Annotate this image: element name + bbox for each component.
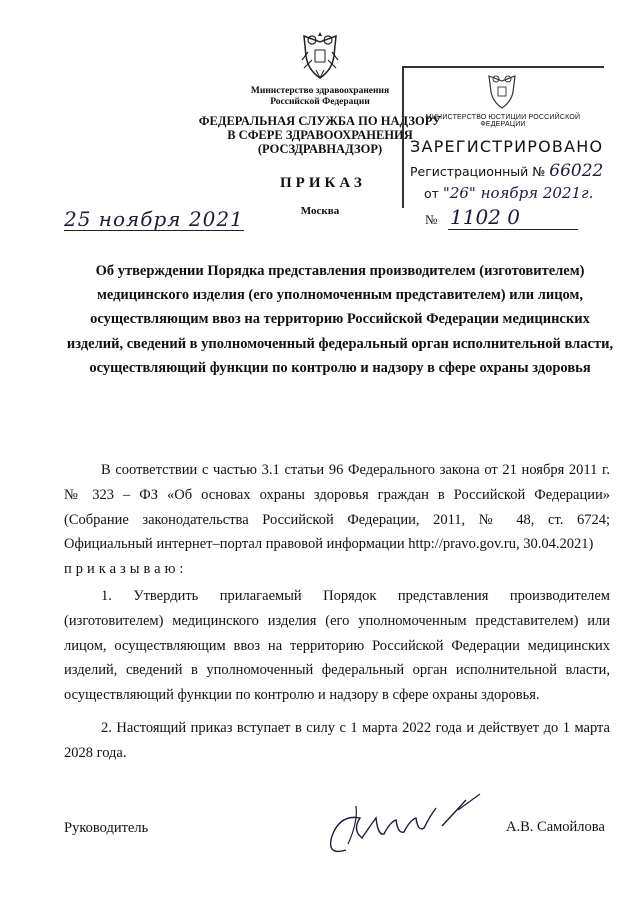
order-number-value: 1102 0 <box>450 205 520 229</box>
stamp-organization: МИНИСТЕРСТВО ЮСТИЦИИ РОССИЙСКОЙ ФЕДЕРАЦИИ <box>425 114 581 128</box>
handwritten-signature <box>318 778 488 868</box>
service-line-2: В СФЕРЕ ЗДРАВООХРАНЕНИЯ <box>227 128 413 142</box>
service-line-3: (РОСЗДРАВНАДЗОР) <box>257 142 383 156</box>
stamp-reg-label: Регистрационный № <box>410 164 546 179</box>
stamp-emblem-icon <box>485 72 519 110</box>
order-number-label: № <box>425 212 438 227</box>
city-label: Москва <box>300 205 340 217</box>
ministry-name <box>205 86 435 108</box>
preamble-text: В соответствии с частью 3.1 статьи 96 Федерального закона от 21 ноября 2011 г. № 323 – ФЗ «Об основах охраны здоровья граждан в Российской Федерации» (Собрание законодательства Российской Федерации, 2011, № 48, ст. 6724; Официальный интернет–портал правовой информации http://pravo.gov.ru, 30.04.2021) <box>64 462 610 553</box>
ministry-line-2: Российской Федерации <box>270 97 370 107</box>
clause-1-paragraph: 1. Утвердить прилагаемый Порядок представления производителем (изготовителем) медицинского изделия (его уполномоченным представителем) или лицом, осуществляющим ввоз на территорию Российской Федерации медицинских изделий, сведений в уполномоченный федеральный орган исполнительной власти, осуществляющий функции по контролю и надзору в сфере охраны здоровья. <box>64 588 610 704</box>
stamp-date-prefix: от <box>424 186 439 201</box>
clause-2-paragraph: 2. Настоящий приказ вступает в силу с 1 марта 2022 года и действует до 1 марта 2028 года. <box>64 720 610 761</box>
preamble-paragraph <box>64 458 610 582</box>
order-verb: приказываю: <box>64 561 188 578</box>
stamp-date <box>424 184 593 202</box>
stamp-reg-number: 66022 <box>549 161 604 181</box>
order-date-handwritten: 25 ноября 2021 <box>64 207 244 231</box>
ministry-line-1: Министерство здравоохранения <box>250 86 390 96</box>
document-type-heading: ПРИКАЗ <box>280 175 366 191</box>
stamp-status: ЗАРЕГИСТРИРОВАНО <box>410 137 604 156</box>
order-date-underline <box>64 230 244 231</box>
document-title: Об утверждении Порядка представления производителем (изготовителем) медицинского изделия (его уполномоченным представителем) или лицом, осуществляющим ввоз на территорию Российской Федерации медицинских изделий, сведений в уполномоченный федеральный орган исполнительной власти, осуществляющий функции по контролю и надзору в сфере охраны здоровья <box>66 263 614 376</box>
stamp-registration <box>410 161 603 181</box>
order-number-underline <box>448 229 578 230</box>
signatory-name: А.В. Самойлова <box>506 819 605 835</box>
service-line-1: ФЕДЕРАЛЬНАЯ СЛУЖБА ПО НАДЗОРУ <box>198 114 442 128</box>
coat-of-arms-emblem-icon <box>298 30 342 82</box>
stamp-date-value: "26" ноября 2021г. <box>442 184 594 202</box>
signatory-position: Руководитель <box>64 820 149 836</box>
